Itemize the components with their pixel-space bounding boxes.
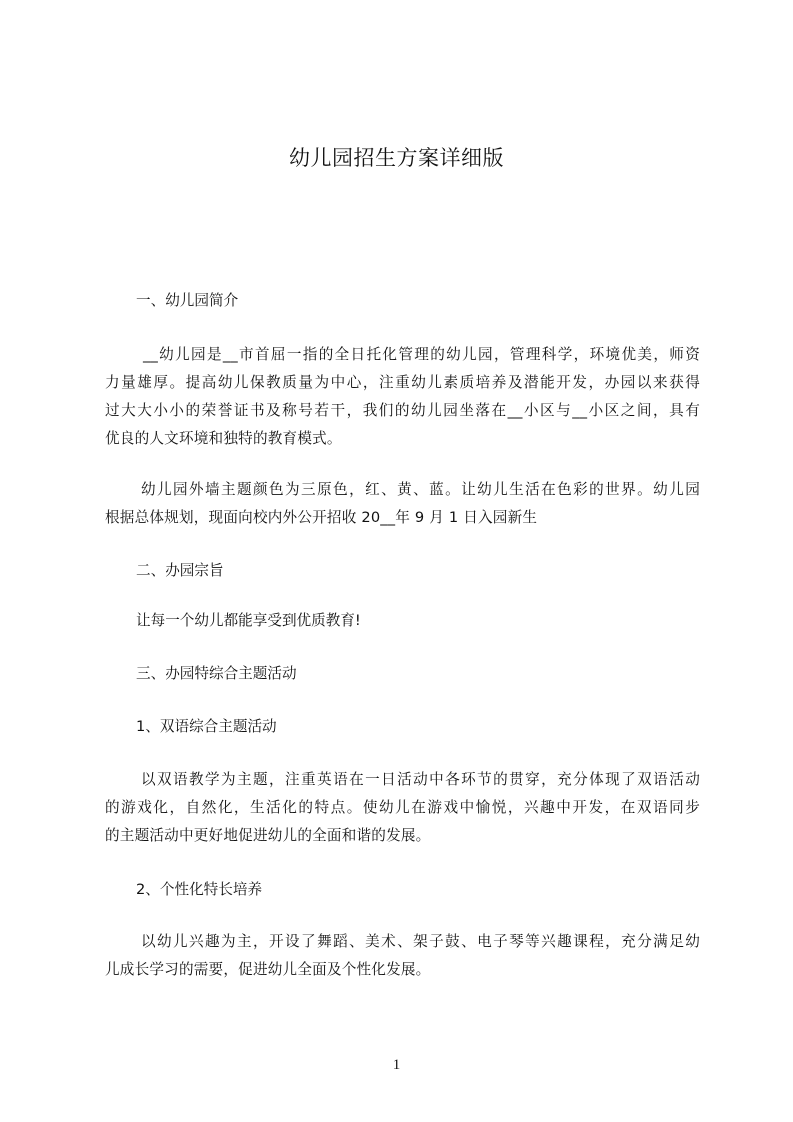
paragraph-line: 儿成长学习的需要，促进幼儿全面及个性化发展。 [105, 961, 431, 978]
paragraph-line: 根据总体规划，现面向校内外公开招收 20__年 9 月 1 日入园新生 [105, 509, 538, 526]
subheading-bilingual: 1、双语综合主题活动 [136, 718, 277, 735]
paragraph-intro [105, 341, 700, 453]
paragraph-specialty [105, 928, 700, 984]
paragraph-line: 幼儿园外墙主题颜色为三原色，红、黄、蓝。让幼儿生活在色彩的世界。幼儿园 [141, 481, 700, 498]
paragraph-bilingual [105, 766, 700, 850]
page-number: 1 [392, 1057, 401, 1073]
paragraph-line: 优良的人文环境和独特的教育模式。 [105, 430, 342, 447]
section-heading-mission: 二、办园宗旨 [136, 562, 224, 579]
section-heading-activities: 三、办园特综合主题活动 [136, 665, 297, 682]
paragraph-line: __幼儿园是__市首屈一指的全日托化管理的幼儿园，管理科学，环境优美，师资 [143, 346, 700, 363]
paragraph-line: 的主题活动中更好地促进幼儿的全面和谐的发展。 [105, 827, 431, 844]
subheading-specialty: 2、个性化特长培养 [136, 881, 263, 898]
paragraph-line: 以双语教学为主题，注重英语在一日活动中各环节的贯穿，充分体现了双语活动 [141, 771, 700, 788]
mission-text: 让每一个幼儿都能享受到优质教育! [136, 612, 361, 629]
paragraph-line: 的游戏化，自然化，生活化的特点。使幼儿在游戏中愉悦，兴趣中开发，在双语同步 [105, 799, 700, 816]
paragraph-line: 过大大小小的荣誉证书及称号若干，我们的幼儿园坐落在__小区与__小区之间，具有 [105, 402, 700, 419]
document-title: 幼儿园招生方案详细版 [289, 146, 504, 170]
paragraph-wall-colors [105, 476, 700, 532]
section-heading-intro: 一、幼儿园简介 [136, 292, 239, 309]
paragraph-line: 力量雄厚。提高幼儿保教质量为中心，注重幼儿素质培养及潜能开发，办园以来获得 [105, 374, 700, 391]
paragraph-line: 以幼儿兴趣为主，开设了舞蹈、美术、架子鼓、电子琴等兴趣课程，充分满足幼 [141, 933, 700, 950]
